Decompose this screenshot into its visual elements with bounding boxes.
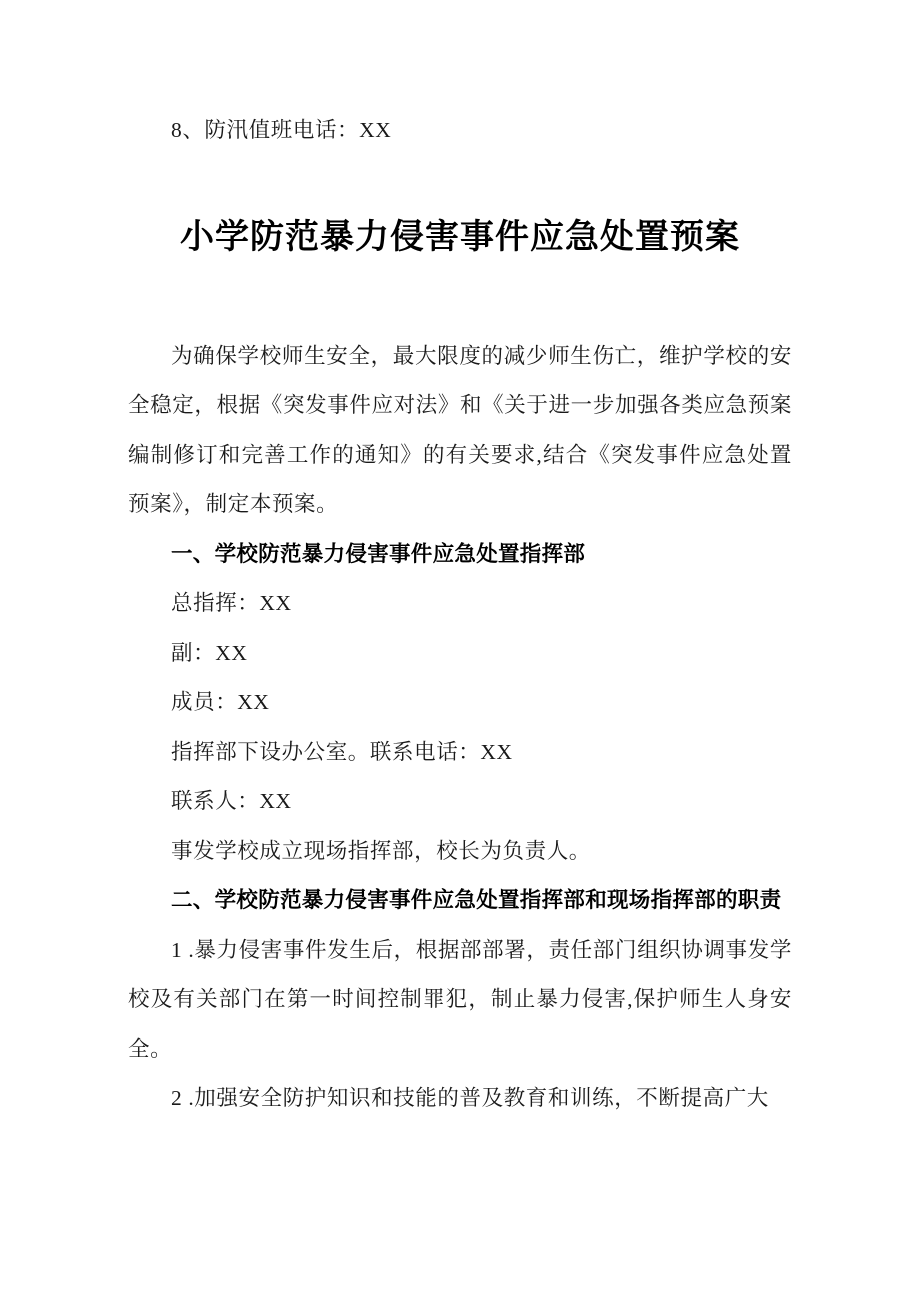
title-bottom-spacer xyxy=(128,260,792,332)
page-content xyxy=(128,0,792,1124)
section-one-line-deputy: 副：XX xyxy=(171,640,248,665)
section-one-line-commander: 总指挥：XX xyxy=(171,591,292,615)
top-spacer xyxy=(128,0,792,106)
section-one-line-office-phone: 指挥部下设办公室。联系电话：XX xyxy=(171,739,513,764)
section-one-line-contact-person: 联系人：XX xyxy=(171,789,292,813)
section-two-item-2: 2 .加强安全防护知识和技能的普及教育和训练，不断提高广大 xyxy=(171,1086,769,1110)
page-title: 小学防范暴力侵害事件应急处置预案 xyxy=(180,217,740,256)
section-one-line-members: 成员：XX xyxy=(171,690,270,714)
carryover-line: 8、防汛值班电话：XX xyxy=(171,118,392,142)
title-top-spacer xyxy=(128,156,792,214)
section-heading-one: 一、学校防范暴力侵害事件应急处置指挥部 xyxy=(171,541,586,566)
section-one-line-onsite-command: 事发学校成立现场指挥部，校长为负责人。 xyxy=(171,838,591,863)
section-two-item-1: 1 .暴力侵害事件发生后，根据部部署，责任部门组织协调事发学校及有关部门在第一时间控制罪犯，制止暴力侵害,保护师生人身安全。 xyxy=(128,937,792,1061)
intro-paragraph: 为确保学校师生安全，最大限度的减少师生伤亡，维护学校的安全稳定，根据《突发事件应对法》和《关于进一步加强各类应急预案编制修订和完善工作的通知》的有关要求,结合《突发事件应急处置预案》，制定本预案。 xyxy=(128,343,792,516)
section-heading-two: 二、学校防范暴力侵害事件应急处置指挥部和现场指挥部的职责 xyxy=(171,888,782,912)
